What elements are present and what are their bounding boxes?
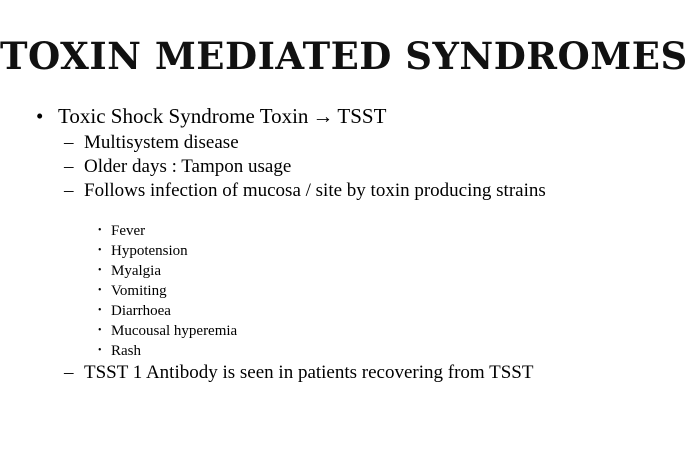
dash-marker: – [64, 156, 74, 177]
dash-marker: – [64, 180, 74, 201]
sub-bullet-text: TSST 1 Antibody is seen in patients recovering from TSST [84, 362, 534, 383]
bullet-marker: • [98, 245, 102, 256]
main-bullet-text: Toxic Shock Syndrome Toxin [58, 104, 309, 128]
sub-bullet-text: Older days : Tampon usage [84, 156, 292, 177]
symptom-item [98, 261, 237, 281]
symptom-text: Rash [111, 343, 141, 359]
symptom-text: Diarrhoea [111, 303, 171, 319]
symptom-item [98, 341, 237, 361]
dash-marker: – [64, 132, 74, 153]
sub-bullet-text: Multisystem disease [84, 132, 239, 153]
symptom-text: Mucousal hyperemia [111, 323, 238, 339]
symptom-text: Vomiting [111, 283, 167, 299]
symptom-text: Hypotension [111, 243, 188, 259]
bullet-marker: • [98, 305, 102, 316]
symptom-item [98, 301, 237, 321]
sub-bullet-text: Follows infection of mucosa / site by toxin producing strains [84, 180, 546, 201]
sub-bullet-item [64, 180, 554, 202]
symptom-item [98, 321, 237, 341]
sub-bullet-item [64, 156, 554, 178]
bullet-marker: • [98, 345, 102, 356]
sub-bullet-item-antibody [64, 362, 533, 384]
symptom-list [98, 221, 237, 361]
symptom-text: Myalgia [111, 263, 161, 279]
main-bullet-acronym: TSST [337, 104, 387, 128]
sub-bullet-list [64, 132, 554, 204]
symptom-item [98, 241, 237, 261]
symptom-item [98, 221, 237, 241]
bullet-marker: • [98, 285, 102, 296]
symptom-item [98, 281, 237, 301]
bullet-marker: • [98, 225, 102, 236]
right-arrow-icon: → [312, 104, 334, 128]
bullet-marker: • [98, 325, 102, 336]
dash-marker: – [64, 362, 74, 383]
main-bullet [36, 104, 386, 129]
sub-bullet-item [64, 132, 554, 154]
bullet-marker: • [98, 265, 102, 276]
symptom-text: Fever [111, 223, 146, 239]
slide-title: TOXIN MEDIATED SYNDROMES [0, 34, 688, 78]
main-bullet-marker: • [36, 104, 44, 128]
